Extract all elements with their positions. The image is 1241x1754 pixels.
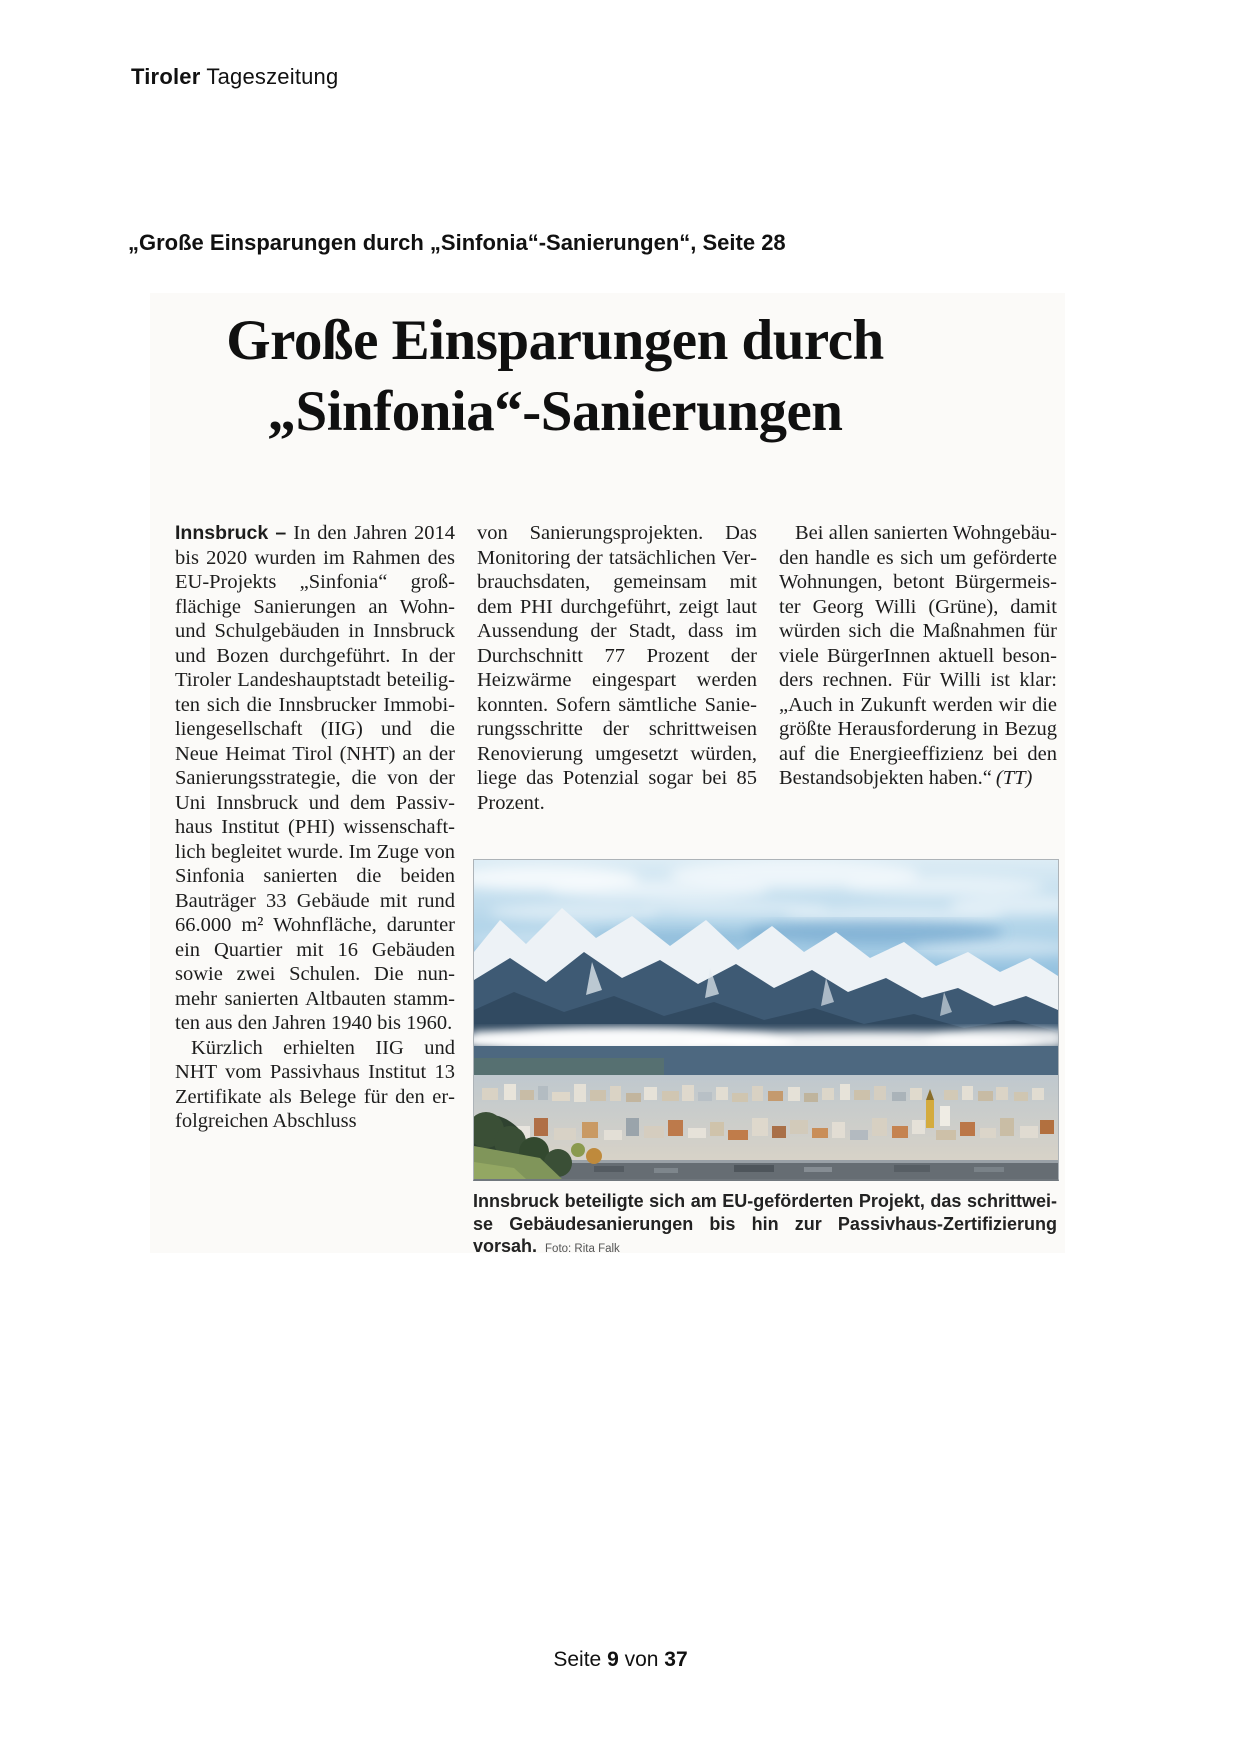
page-footer bbox=[0, 1648, 1241, 1672]
col1-paragraph-1-text: In den Jahren 2014 bis 2020 wurden im Rahmen des EU-Projekts „Sinfonia“ großflächige Sanierungen an Wohn- und Schulgebäuden in Innsbruck und Bozen durchgeführt. In der Tiroler Landeshauptstadt beteiligten sich die Innsbrucker Immobiliengesellschaft (IIG) und die Neue Heimat Tirol (NHT) an der Sanierungsstrategie, die von der Uni Innsbruck und dem Passivhaus Institut (PHI) wissenschaftlich begleitet wurde. Im Zuge von Sinfonia sanierten die beiden Bauträger 33 Gebäude mit rund 66.000 m² Wohnfläche, darunter ein Quartier mit 16 Gebäuden sowie zwei Schulen. Die nunmehr sanierten Altbauten stammten aus den Jahren 1940 bis 1960. bbox=[175, 522, 455, 1034]
article-column-3 bbox=[779, 521, 1057, 791]
article-photo bbox=[473, 859, 1059, 1181]
headline-line-1: Große Einsparungen durch bbox=[226, 309, 884, 372]
newspaper-clipping bbox=[150, 293, 1065, 1256]
col3-paragraph-1-text: Bei allen sanierten Wohngebäuden handle es sich um geförderte Wohnungen, betont Bürgermeister Georg Willi (Grüne), damit würden sich die Maßnahmen für viele BürgerInnen aktuell besonders rechnen. Für Willi ist klar: „Auch in Zukunft werden wir die größte Herausforderung in Bezug auf die Energieeffizienz bei den Bestandsobjekten haben.“ bbox=[779, 522, 1057, 789]
col2-paragraph-1: von Sanierungsprojekten. Das Monitoring der tatsächlichen Verbrauchsdaten, gemeinsam mit dem PHI durchgeführt, zeigt laut Aussendung der Stadt, dass im Durchschnitt 77 Prozent der Heizwärme eingespart werden konnten. Sofern sämtliche Sanierungsschritte der schrittweisen Renovierung umgesetzt würden, liege das Potenzial sogar bei 85 Prozent. bbox=[477, 522, 757, 814]
lead-location: Innsbruck – bbox=[175, 522, 294, 544]
article-byline: (TT) bbox=[995, 767, 1033, 789]
innsbruck-photo-illustration bbox=[474, 860, 1058, 1179]
masthead-brand-bold: Tiroler bbox=[131, 64, 201, 89]
photo-caption bbox=[473, 1190, 1057, 1261]
col1-paragraph-2: Kürzlich erhielten IIG und NHT vom Passivhaus Institut 13 Zertifikate als Belege für den erfolgreichen Abschluss bbox=[175, 1036, 455, 1132]
article-column-1 bbox=[175, 521, 455, 1134]
article-column-2 bbox=[477, 521, 757, 815]
footer-total-pages: 37 bbox=[664, 1648, 688, 1671]
photo-credit: Foto: Rita Falk bbox=[545, 1243, 620, 1255]
footer-page-number: 9 bbox=[607, 1648, 619, 1671]
headline-line-2: „Sinfonia“-Sanierungen bbox=[267, 380, 843, 443]
footer-prefix: Seite bbox=[553, 1648, 608, 1671]
masthead-brand-regular: Tageszeitung bbox=[200, 64, 339, 89]
col3-paragraph-1 bbox=[779, 521, 1057, 791]
article-headline bbox=[170, 305, 940, 447]
caption-text: Innsbruck beteiligte sich am EU-geförderten Projekt, das schrittweise Gebäudesanierungen bis hin zur Passivhaus-Zertifizierung vorsah. bbox=[473, 1191, 1057, 1256]
masthead bbox=[131, 64, 338, 90]
col1-paragraph-1 bbox=[175, 521, 455, 1036]
toc-headline: „Große Einsparungen durch „Sinfonia“-Sanierungen“, Seite 28 bbox=[128, 230, 786, 255]
footer-middle: von bbox=[618, 1648, 665, 1671]
